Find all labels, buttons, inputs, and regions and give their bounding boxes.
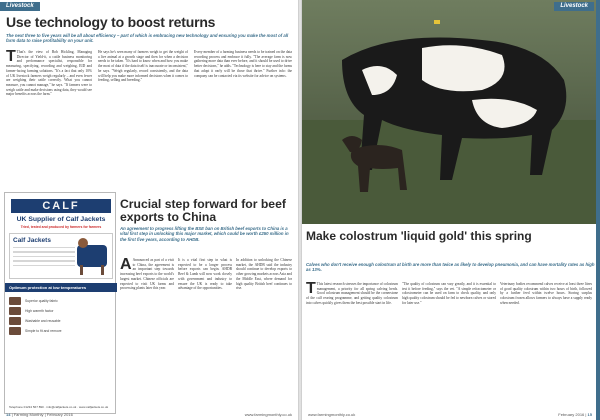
list-item: Superior quality fabric	[9, 296, 113, 306]
advert-product-box	[9, 233, 113, 279]
drop-cap: T	[306, 282, 316, 297]
article-headline: Use technology to boost returns	[6, 14, 216, 30]
advert-text-line	[13, 265, 75, 266]
colostrum-standfirst: Calves who don't receive enough colostrum at birth are more than twice as likely to develop pneumonia, and can have mortality rates as high as 13%.	[306, 262, 595, 273]
page-url: www.farmingmonthly.co.uk	[244, 412, 292, 417]
calf-jackets-advert	[4, 192, 116, 414]
article-column-3: Every member of a farming business needs to be trained on the data recording process and embrace it fully. "The average farm is now gathering more data than ever before, and it should be used to drive better decisions," he adds. "Technology is here to stay and the farms that adopt it early will be those that thrive." Further info: the company can be contacted via its website for advice on systems.	[194, 50, 292, 78]
page-folio: 14 | Farming Monthly | February 2016	[6, 412, 73, 417]
colostrum-headline: Make colostrum 'liquid gold' this spring	[306, 229, 532, 243]
advert-feature-list	[9, 296, 113, 336]
calf-photo-thumb	[9, 317, 21, 325]
advert-text-line	[13, 247, 75, 248]
beef-exports-headline: Crucial step forward for beef exports to China	[120, 197, 286, 224]
beef-column-3: In addition to unlocking the Chinese market, the AHDB said the industry should continue to develop exports to other growing markets across Asia and the Middle East, where demand for high quality British beef continues to rise.	[236, 258, 292, 291]
advert-logo: CALF	[11, 199, 111, 213]
beef-exports-standfirst: An agreement to progress lifting the BSE ban on British beef exports to China is a vital first step in unlocking this major market, which could be worth £250 million in the first five years, according to AHDB.	[120, 226, 289, 242]
advert-band: Optimum protection at low temperatures	[5, 283, 117, 292]
advert-contact: Telephone 01234 567 890 · info@calfjackets.co.uk · www.calfjackets.co.uk	[9, 405, 109, 409]
calf-icon	[75, 237, 109, 277]
advert-text-line	[13, 256, 75, 257]
list-item: High warmth factor	[9, 306, 113, 316]
cow-photo-image	[302, 0, 600, 224]
right-page	[302, 0, 600, 420]
drop-cap: A	[120, 258, 132, 273]
colostrum-column-3: Veterinary bodies recommend calves receive at least three litres of good quality colostrum within two hours of birth, followed by a further feed within twelve hours. Storing surplus colostrum frozen allows farmers to always have a supply ready when needed.	[500, 282, 592, 305]
advert-title: UK Supplier of Calf Jackets	[16, 216, 106, 223]
list-item: Simple to fit and remove	[9, 326, 113, 336]
section-tab: Livestock	[554, 2, 594, 11]
beef-column-2: It is a vital first step in what is expected to be a longer process before exports can begin. AHDB Beef & Lamb will now work closely with government and industry to ensure the UK is ready to take advantage of the opportunities.	[178, 258, 232, 291]
advert-subtitle: Calf Jackets	[13, 237, 51, 244]
advert-text-line	[13, 251, 75, 252]
drop-cap: T	[6, 50, 16, 65]
article-column-2: He says he's seen many of farmers weigh to get the weight of a live animal at a growth stage and then for when a decision needs to be taken. "It's hard to know when and how you make the most of data if the data itself is inaccurate or inconsistent," he says. "Weigh regularly, record consistently, and the data will help you make more informed decisions when it comes to feeding, selling and breeding."	[98, 50, 188, 83]
section-tab: Livestock	[0, 2, 40, 11]
advert-text-line	[13, 260, 75, 261]
advert-tagline: Tried, tested and produced by farmers for farmers	[20, 225, 102, 229]
column-text: That's the view of Bob Hickling, Managing Director of Yield-it, a cattle business monitoring and performance specialist, responsible for measuring, specifying, recording and weighing, EID and farmer-facing farming solutions. "It's a fact that only 10% of UK livestock farmers weigh regularly – and even fewer are weighing their cattle correctly. What you cannot measure, you cannot manage," he says. "If farmers were to weigh cattle and make decisions using data, they would see major benefits across the farm."	[6, 50, 92, 97]
article-column-1	[6, 50, 92, 188]
calf-photo-thumb	[9, 307, 21, 315]
colostrum-column-2: "The quality of colostrum can vary greatly, and it is essential to test it before feeding," says the vet. "A simple refractometer or colostrometer can be used on farm to check quality, and only high quality colostrum should be fed to newborn calves or stored for later use."	[402, 282, 496, 305]
calf-photo-thumb	[9, 297, 21, 305]
article-standfirst: The next three to five years will be all about efficiency – part of which is embracing new technology and ensuring you make the most of all farm data to raise profitability on your unit.	[6, 33, 289, 44]
cow-calf-photo	[302, 0, 600, 224]
list-item: Washable and reusable	[9, 316, 113, 326]
page-edge-bar	[596, 0, 600, 420]
left-page	[0, 0, 298, 420]
page-url: www.farmingmonthly.co.uk	[308, 412, 356, 417]
colostrum-column-1: T This latest research stresses the importance of colostrum management, a priority for all spring calving herds. Good colostrum management should be the cornerstone of the calf rearing programme, and getting quality colostrum into calves quickly gives them the best possible start in life.	[306, 282, 398, 305]
calf-photo-thumb	[9, 327, 21, 335]
page-folio: February 2016 | 15	[558, 412, 592, 417]
beef-column-1: A Announced as part of a visit to China, the agreement is an important step towards increasing beef exports to the world's largest market. Chinese officials are expected to visit UK farms and processing plants later this year.	[120, 258, 174, 291]
